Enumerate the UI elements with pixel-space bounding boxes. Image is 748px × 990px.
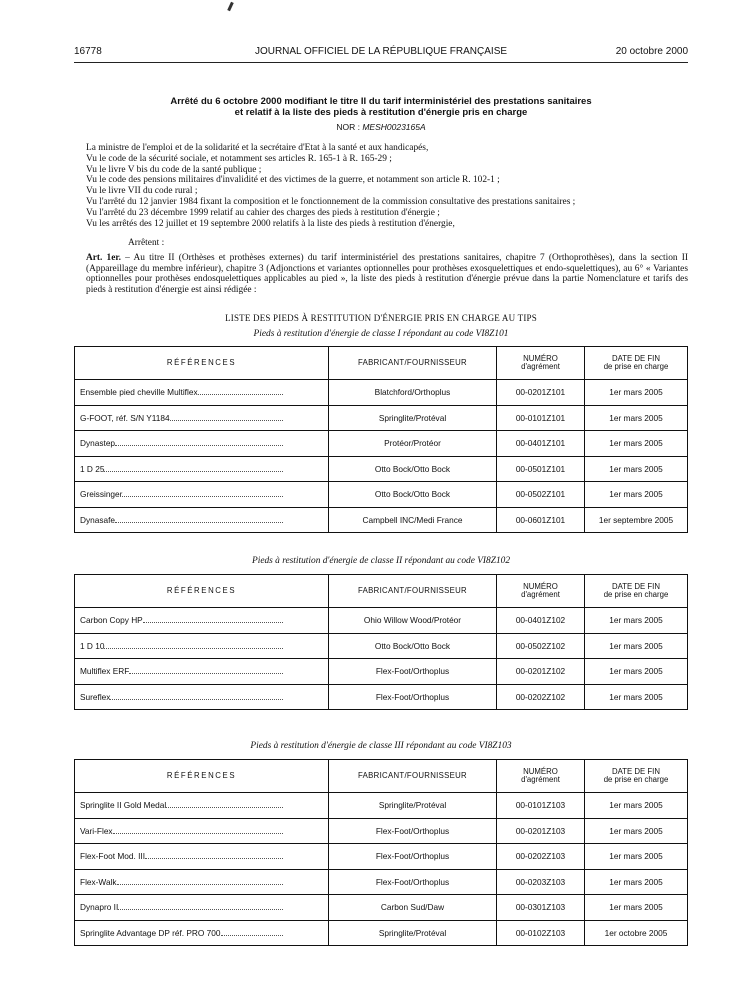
approval-number-cell [497, 684, 585, 710]
header-approval-number-sub: d'agrément [521, 775, 560, 784]
manufacturer-cell [329, 608, 497, 634]
reference-cell [75, 920, 329, 946]
end-date-cell [585, 608, 688, 634]
reference-cell [75, 684, 329, 710]
reference-cell-text: Ensemble pied cheville Multiflex [80, 387, 198, 398]
approval-number-cell-text: 00-0202Z103 [515, 851, 566, 862]
article-text: – Au titre II (Orthèses et prothèses externes) du tarif interministériel des prestations sanitaires, chapitre 7 (Orthoprothèses), dans la section II (Appareillage du membre inférieur), chapitre 3 (Adjonctions et variantes optionnelles pour prothèses exosquelettiques et endo-squelettiques), au 6° « Variantes optionnelles pour prothèses endosquelettiques applicables au pied », la liste des pieds à restitution d'énergie prévue dans la partie Nomenclature et tarifs des pieds à restitution d'énergie est ainsi rédigée : [86, 253, 688, 295]
dot-leader [170, 420, 283, 421]
reference-cell-text: Dynasafe [80, 514, 116, 525]
table-row [75, 507, 688, 533]
header-approval-number-sub: d'agrément [521, 362, 560, 371]
approval-number-cell [497, 844, 585, 870]
reference-cell [75, 482, 329, 508]
dot-leader [129, 673, 283, 674]
manufacturer-cell [329, 507, 497, 533]
reference-cell [75, 608, 329, 634]
reference-cell-text: Multiflex ERF [80, 666, 130, 677]
end-date-cell [585, 380, 688, 406]
manufacturer-cell-text: Carbon Sud/Daw [380, 902, 445, 913]
table-class-1 [74, 346, 688, 533]
approval-number-cell [497, 507, 585, 533]
approval-number-cell-text: 00-0502Z101 [515, 489, 566, 500]
dot-leader [122, 496, 283, 497]
header-approval-number [497, 760, 585, 793]
reference-cell [75, 380, 329, 406]
approval-number-cell [497, 405, 585, 431]
header-approval-number [497, 347, 585, 380]
header-end-date-main: DATE DE FIN [612, 766, 660, 776]
approval-number-cell-text: 00-0501Z101 [515, 463, 566, 474]
dot-leader [145, 858, 283, 859]
decree-title-line-2: et relatif à la liste des pieds à restitution d'énergie pris en charge [234, 107, 528, 118]
reference-cell-text: Carbon Copy HP [80, 615, 143, 626]
list-title: LISTE DES PIEDS À RESTITUTION D'ÉNERGIE PRIS EN CHARGE AU TIPS [225, 313, 537, 323]
visa-line: Vu le livre VII du code rural ; [86, 186, 198, 197]
manufacturer-cell-text: Springlite/Protéval [378, 800, 447, 811]
visa-line: Vu les arrêtés des 12 juillet et 19 septembre 2000 relatifs à la liste des pieds à restitution d'énergie, [86, 218, 455, 229]
end-date-cell-text: 1er mars 2005 [609, 489, 663, 500]
table-class-3 [74, 759, 688, 946]
table-caption-class-1: Pieds à restitution d'énergie de classe I répondant au code VI8Z101 [253, 329, 509, 339]
manufacturer-cell [329, 482, 497, 508]
header-end-date [585, 575, 688, 608]
header-manufacturer [329, 347, 497, 380]
dot-leader [166, 807, 283, 808]
end-date-cell [585, 920, 688, 946]
approval-number-cell-text: 00-0101Z103 [515, 800, 566, 811]
table-row [75, 608, 688, 634]
end-date-cell-text: 1er octobre 2005 [604, 927, 668, 938]
approval-number-cell-text: 00-0301Z103 [515, 902, 566, 913]
end-date-cell-text: 1er mars 2005 [609, 615, 663, 626]
approval-number-cell [497, 431, 585, 457]
reference-cell [75, 456, 329, 482]
end-date-cell [585, 405, 688, 431]
manufacturer-cell [329, 431, 497, 457]
visa-line: Vu l'arrêté du 23 décembre 1999 relatif au cahier des charges des pieds à restitution d'énergie ; [86, 207, 440, 218]
reference-cell-text: Flex-Walk [80, 876, 117, 887]
dot-leader [198, 394, 283, 395]
end-date-cell [585, 659, 688, 685]
manufacturer-cell [329, 869, 497, 895]
approval-number-cell [497, 456, 585, 482]
header-end-date-sub: de prise en charge [603, 590, 669, 599]
manufacturer-cell-text: Flex-Foot/Orthoplus [375, 825, 450, 836]
header-references-main: RÉFÉRENCES [166, 585, 237, 595]
reference-cell-text: Flex-Foot Mod. III [80, 851, 146, 862]
table-row [75, 869, 688, 895]
reference-cell-text: Dynapro II [80, 902, 119, 913]
manufacturer-cell-text: Ohio Willow Wood/Protéor [363, 615, 462, 626]
reference-cell-text: Springlite Advantage DP réf. PRO 700 [80, 927, 221, 938]
manufacturer-cell-text: Springlite/Protéval [378, 412, 447, 423]
dot-leader [221, 935, 283, 936]
end-date-cell [585, 456, 688, 482]
manufacturer-cell-text: Flex-Foot/Orthoplus [375, 876, 450, 887]
header-end-date-sub: de prise en charge [603, 775, 669, 784]
approval-number-cell [497, 608, 585, 634]
manufacturer-cell [329, 793, 497, 819]
decree-title-line-1: Arrêté du 6 octobre 2000 modifiant le titre II du tarif interministériel des prestations sanitaires [170, 96, 592, 107]
dot-leader [143, 622, 283, 623]
nor-label: NOR : [336, 122, 360, 132]
end-date-cell-text: 1er mars 2005 [609, 640, 663, 651]
approval-number-cell-text: 00-0201Z102 [515, 666, 566, 677]
approval-number-cell-text: 00-0401Z101 [515, 438, 566, 449]
reference-cell [75, 844, 329, 870]
reference-cell-text: Springlite II Gold Medal [80, 800, 167, 811]
end-date-cell-text: 1er mars 2005 [609, 463, 663, 474]
header-references [75, 575, 329, 608]
reference-cell [75, 405, 329, 431]
table-row [75, 684, 688, 710]
scan-mark [227, 2, 234, 11]
end-date-cell-text: 1er mars 2005 [609, 902, 663, 913]
reference-cell-text: 1 D 10 [80, 640, 105, 651]
header-manufacturer [329, 760, 497, 793]
header-approval-number-main: NUMÉRO [523, 353, 558, 363]
end-date-cell-text: 1er mars 2005 [609, 876, 663, 887]
header-manufacturer-main: FABRICANT/FOURNISSEUR [358, 357, 467, 367]
article-1 [86, 253, 688, 295]
header-manufacturer [329, 575, 497, 608]
approval-number-cell-text: 00-0101Z101 [515, 412, 566, 423]
header-approval-number [497, 575, 585, 608]
reference-cell [75, 659, 329, 685]
approval-number-cell-text: 00-0102Z103 [515, 927, 566, 938]
decree-title [74, 96, 688, 118]
reference-cell [75, 818, 329, 844]
approval-number-cell-text: 00-0202Z102 [515, 691, 566, 702]
header-references-main: RÉFÉRENCES [166, 357, 237, 367]
header-approval-number-sub: d'agrément [521, 590, 560, 599]
table-caption-class-3: Pieds à restitution d'énergie de classe III répondant au code VI8Z103 [250, 741, 512, 751]
table-row [75, 405, 688, 431]
manufacturer-cell [329, 456, 497, 482]
manufacturer-cell-text: Otto Bock/Otto Bock [374, 463, 451, 474]
end-date-cell [585, 633, 688, 659]
manufacturer-cell [329, 920, 497, 946]
table-header-row [75, 575, 688, 608]
manufacturer-cell-text: Flex-Foot/Orthoplus [375, 691, 450, 702]
nor-code: MESH0023165A [362, 122, 426, 132]
manufacturer-cell [329, 818, 497, 844]
nor-reference [74, 122, 688, 132]
dot-leader [113, 833, 283, 834]
manufacturer-cell [329, 405, 497, 431]
header-end-date [585, 760, 688, 793]
table-row [75, 431, 688, 457]
header-manufacturer-main: FABRICANT/FOURNISSEUR [358, 770, 467, 780]
manufacturer-cell-text: Protéor/Protéor [384, 438, 441, 449]
visa-line: Vu le code des pensions militaires d'invalidité et des victimes de la guerre, et notamment son article R. 102-1 ; [86, 175, 500, 186]
reference-cell-text: Greissinger [80, 489, 123, 500]
dot-leader [117, 884, 283, 885]
header-end-date-sub: de prise en charge [603, 362, 669, 371]
manufacturer-cell [329, 659, 497, 685]
end-date-cell [585, 507, 688, 533]
manufacturer-cell-text: Blatchford/Orthoplus [374, 387, 451, 398]
reference-cell [75, 793, 329, 819]
reference-cell-text: Sureflex [80, 691, 111, 702]
dot-leader [115, 522, 283, 523]
table-row [75, 380, 688, 406]
manufacturer-cell [329, 684, 497, 710]
manufacturer-cell [329, 633, 497, 659]
manufacturer-cell [329, 895, 497, 921]
reference-cell [75, 507, 329, 533]
approval-number-cell-text: 00-0201Z101 [515, 387, 566, 398]
end-date-cell-text: 1er mars 2005 [609, 438, 663, 449]
end-date-cell [585, 818, 688, 844]
manufacturer-cell [329, 844, 497, 870]
visa-line: Vu l'arrêté du 12 janvier 1984 fixant la composition et le fonctionnement de la commission consultative des prestations sanitaires ; [86, 196, 576, 207]
end-date-cell-text: 1er mars 2005 [609, 691, 663, 702]
dot-leader [104, 471, 283, 472]
end-date-cell-text: 1er mars 2005 [609, 851, 663, 862]
page-number: 16778 [74, 46, 102, 57]
manufacturer-cell-text: Flex-Foot/Orthoplus [375, 851, 450, 862]
end-date-cell [585, 895, 688, 921]
approval-number-cell [497, 920, 585, 946]
header-approval-number-main: NUMÉRO [523, 766, 558, 776]
table-row [75, 818, 688, 844]
header-references-main: RÉFÉRENCES [166, 770, 237, 780]
visa-line: La ministre de l'emploi et de la solidarité et la secrétaire d'Etat à la santé et aux handicapés, [86, 143, 429, 153]
table-class-2 [74, 574, 688, 710]
manufacturer-cell-text: Otto Bock/Otto Bock [374, 489, 451, 500]
end-date-cell-text: 1er mars 2005 [609, 800, 663, 811]
table-row [75, 895, 688, 921]
header-references [75, 347, 329, 380]
end-date-cell-text: 1er mars 2005 [609, 412, 663, 423]
table-row [75, 659, 688, 685]
reference-cell [75, 869, 329, 895]
manufacturer-cell-text: Campbell INC/Medi France [362, 514, 463, 525]
approval-number-cell-text: 00-0502Z102 [515, 640, 566, 651]
table-row [75, 920, 688, 946]
issue-date: 20 octobre 2000 [615, 46, 688, 57]
approval-number-cell [497, 895, 585, 921]
header-manufacturer-main: FABRICANT/FOURNISSEUR [358, 585, 467, 595]
table-row [75, 482, 688, 508]
table-header-row [75, 760, 688, 793]
manufacturer-cell-text: Springlite/Protéval [378, 927, 447, 938]
table-row [75, 633, 688, 659]
end-date-cell [585, 793, 688, 819]
reference-cell [75, 431, 329, 457]
dot-leader [118, 909, 283, 910]
visas [86, 143, 686, 229]
header-rule [74, 62, 688, 63]
end-date-cell [585, 431, 688, 457]
approval-number-cell-text: 00-0203Z103 [515, 876, 566, 887]
approval-number-cell-text: 00-0201Z103 [515, 825, 566, 836]
approval-number-cell [497, 818, 585, 844]
manufacturer-cell-text: Flex-Foot/Orthoplus [375, 666, 450, 677]
end-date-cell-text: 1er septembre 2005 [598, 514, 674, 525]
header-end-date-main: DATE DE FIN [612, 581, 660, 591]
end-date-cell [585, 869, 688, 895]
manufacturer-cell-text: Otto Bock/Otto Bock [374, 640, 451, 651]
reference-cell-text: 1 D 25 [80, 463, 105, 474]
article-label: Art. 1er. [86, 253, 122, 263]
reference-cell-text: Vari-Flex [80, 825, 113, 836]
reference-cell-text: Dynastep [80, 438, 116, 449]
approval-number-cell [497, 869, 585, 895]
table-row [75, 844, 688, 870]
dot-leader [104, 648, 283, 649]
end-date-cell-text: 1er mars 2005 [609, 387, 663, 398]
visa-line: Vu le code de la sécurité sociale, et notamment ses articles R. 165-1 à R. 165-29 ; [86, 153, 392, 164]
manufacturer-cell [329, 380, 497, 406]
approval-number-cell [497, 633, 585, 659]
arretent: Arrêtent : [128, 238, 165, 248]
header-references [75, 760, 329, 793]
dot-leader [110, 699, 283, 700]
reference-cell [75, 633, 329, 659]
end-date-cell-text: 1er mars 2005 [609, 825, 663, 836]
table-row [75, 456, 688, 482]
end-date-cell [585, 844, 688, 870]
approval-number-cell [497, 482, 585, 508]
end-date-cell [585, 684, 688, 710]
header-end-date [585, 347, 688, 380]
visa-line: Vu le livre V bis du code de la santé publique ; [86, 164, 262, 175]
dot-leader [115, 445, 283, 446]
end-date-cell [585, 482, 688, 508]
approval-number-cell [497, 380, 585, 406]
journal-title: JOURNAL OFFICIEL DE LA RÉPUBLIQUE FRANÇAISE [254, 46, 508, 57]
approval-number-cell-text: 00-0601Z101 [515, 514, 566, 525]
header-end-date-main: DATE DE FIN [612, 353, 660, 363]
header-approval-number-main: NUMÉRO [523, 581, 558, 591]
end-date-cell-text: 1er mars 2005 [609, 666, 663, 677]
approval-number-cell-text: 00-0401Z102 [515, 615, 566, 626]
table-row [75, 793, 688, 819]
reference-cell-text: G-FOOT, réf. S/N Y1184 [80, 412, 170, 423]
approval-number-cell [497, 793, 585, 819]
table-caption-class-2: Pieds à restitution d'énergie de classe II répondant au code VI8Z102 [251, 556, 511, 566]
reference-cell [75, 895, 329, 921]
table-header-row [75, 347, 688, 380]
approval-number-cell [497, 659, 585, 685]
